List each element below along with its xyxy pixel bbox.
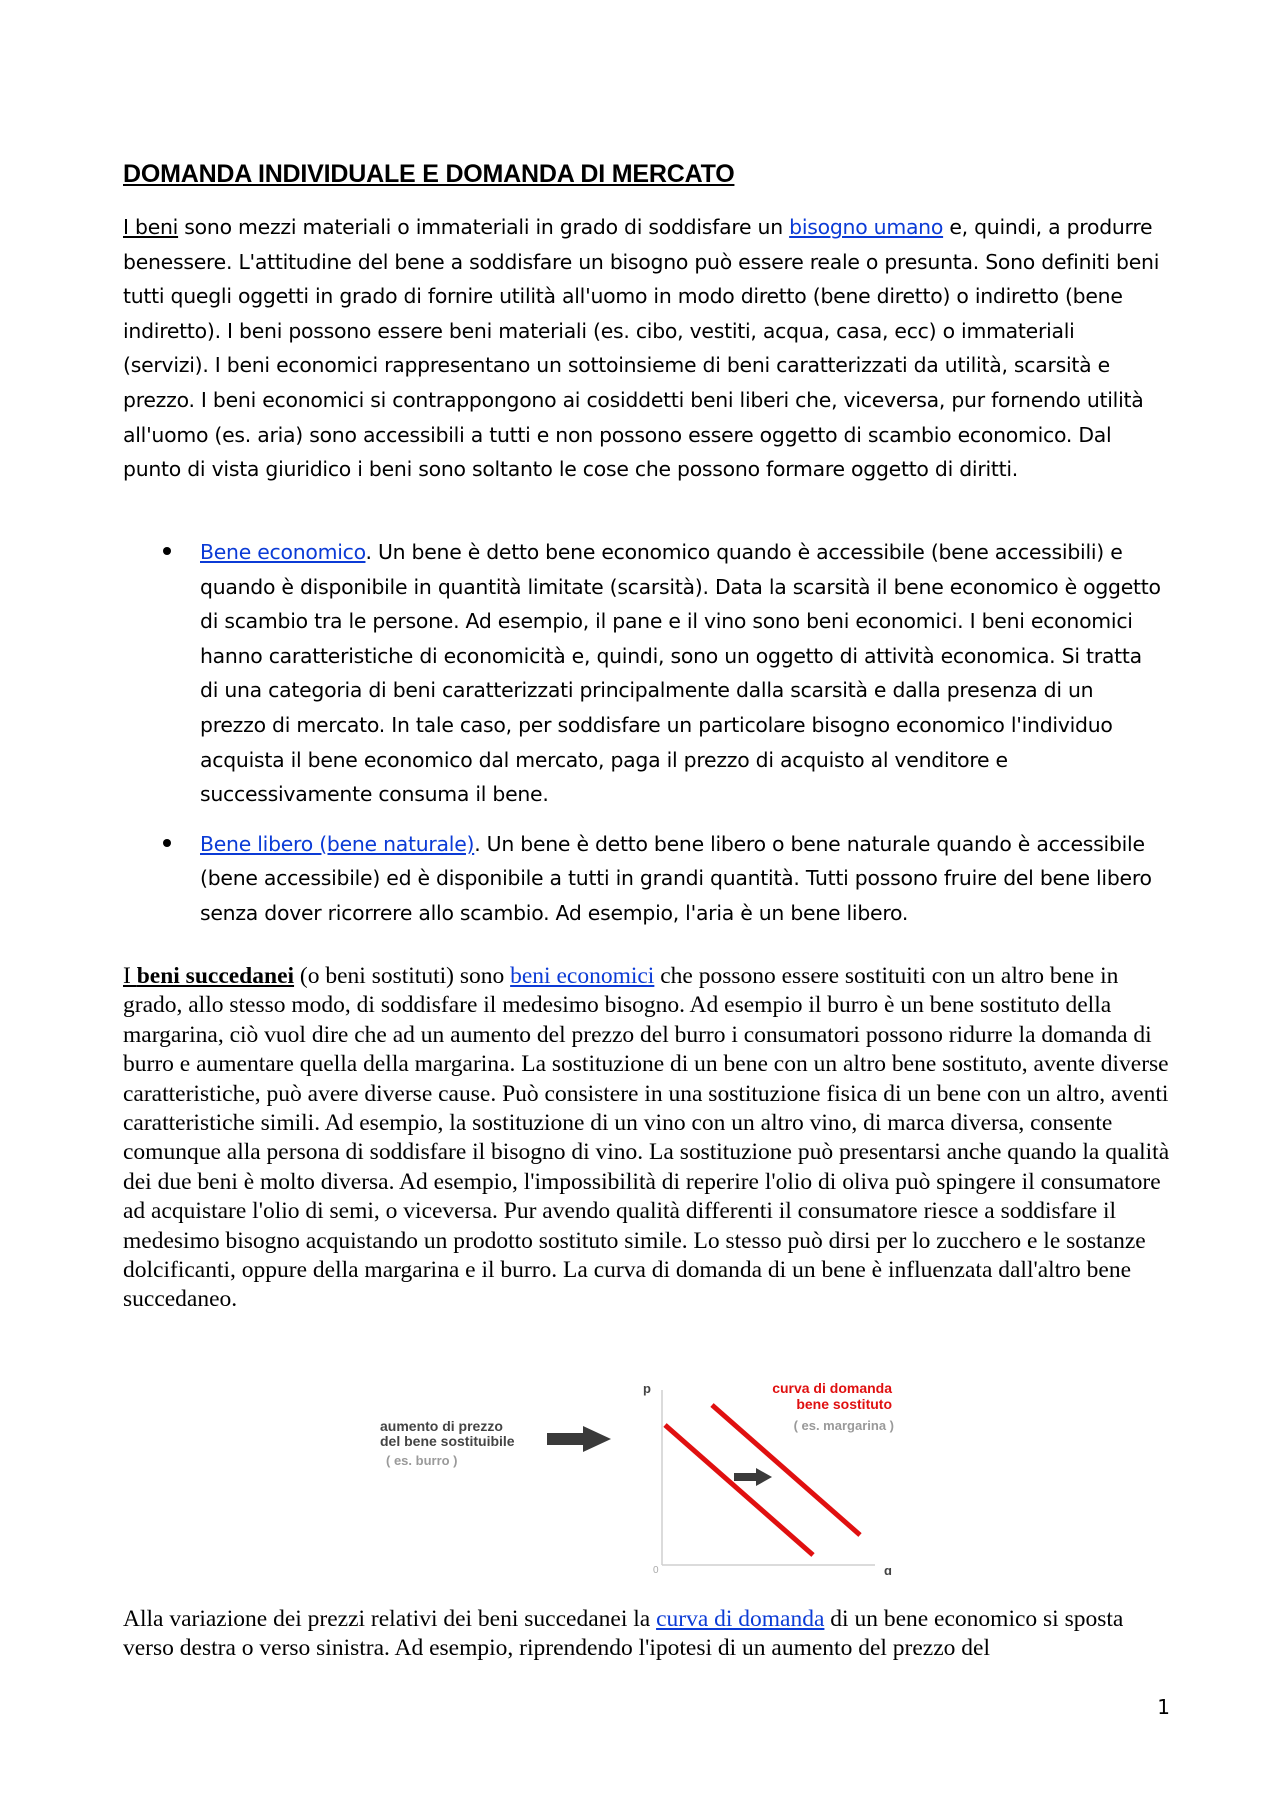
left-example: ( es. burro ) xyxy=(386,1453,458,1468)
list-item xyxy=(123,827,1163,931)
demand-curve-original xyxy=(665,1425,813,1555)
bullet-text: . Un bene è detto bene libero o bene naturale quando è accessibile (bene accessibile) ed è disponibile a tutti in grandi quantità. Tutti possono fruire del bene libero senza dover ricorrere allo scambio. Ad esempio, l'aria è un bene libero. xyxy=(200,831,1152,925)
left-label-2: del bene sostituibile xyxy=(380,1433,515,1449)
curve-label-2: bene sostituto xyxy=(796,1396,892,1412)
axis-p-label: p xyxy=(643,1381,651,1396)
axis-q-label: q xyxy=(884,1563,892,1575)
succedanei-text-1: (o beni sostituti) sono xyxy=(294,963,511,989)
link-beni-economici[interactable]: beni economici xyxy=(510,963,655,989)
succedanei-lead-bold: beni succedanei xyxy=(136,963,295,989)
bullet-icon xyxy=(163,547,171,555)
bullet-icon xyxy=(163,839,171,847)
final-text-2: di un bene economico si sposta verso destra o verso sinistra. Ad esempio, riprendendo l'ipotesi di un aumento del prezzo del xyxy=(123,1606,1124,1662)
demand-shift-figure xyxy=(370,1375,950,1575)
succedanei-lead-plain: I xyxy=(123,963,137,989)
intro-paragraph xyxy=(123,210,1163,487)
final-text-1: Alla variazione dei prezzi relativi dei beni succedanei la xyxy=(123,1606,657,1632)
big-right-arrow-icon xyxy=(547,1426,611,1452)
final-paragraph xyxy=(123,1605,1173,1664)
succedanei-text-2: che possono essere sostituiti con un altro bene in grado, allo stesso modo, di soddisfare il medesimo bisogno. Ad esempio il burro è un bene sostituto della margarina, ciò vuol dire che ad un aumento del prezzo del burro i consumatori possono ridurre la domanda di burro e aumentare quella della margarina. La sostituzione di un bene con un altro bene sostituto, avente diverse caratteristiche, può avere diverse cause. Può consistere in una sostituzione fisica di un bene con un altro, aventi caratteristiche simili. Ad esempio, la sostituzione di un vino con un altro vino, di marca diversa, consente comunque alla persona di soddisfare il bisogno di vino. La sostituzione può presentarsi anche quando la qualità dei due beni è molto diversa. Ad esempio, l'impossibilità di reperire l'olio di oliva può spingere il consumatore ad acquistare l'olio di semi, o viceversa. Pur avendo qualità differenti il consumatore riesce a soddisfare il medesimo bisogno acquistando un prodotto sostituto simile. Lo stesso può dirsi per lo zucchero e le sostanze dolcificanti, oppure della margarina e il burro. La curva di domanda di un bene è influenzata dall'altro bene succedaneo. xyxy=(123,963,1170,1313)
link-curva-di-domanda[interactable]: curva di domanda xyxy=(656,1606,825,1632)
small-right-arrow-icon xyxy=(734,1468,772,1486)
bullet-list xyxy=(123,535,1163,946)
intro-text-2: e, quindi, a produrre benessere. L'attitudine del bene a soddisfare un bisogno può essere reale o presunta. Sono definiti beni tutti quegli oggetti in grado di fornire utilità all'uomo in modo diretto (bene diretto) o indiretto (bene indiretto). I beni possono essere beni materiali (es. cibo, vestiti, acqua, casa, ecc) o immateriali (servizi). I beni economici rappresentano un sottoinsieme di beni caratterizzati da utilità, scarsità e prezzo. I beni economici si contrappongono ai cosiddetti beni liberi che, viceversa, pur fornendo utilità all'uomo (es. aria) sono accessibili a tutti e non possono essere oggetto di scambio economico. Dal punto di vista giuridico i beni sono soltanto le cose che possono formare oggetto di diritti. xyxy=(123,215,1160,482)
curve-example: ( es. margarina ) xyxy=(793,1418,894,1433)
figure-svg xyxy=(370,1375,950,1575)
intro-lead: I beni xyxy=(123,215,179,239)
left-label-1: aumento di prezzo xyxy=(380,1418,503,1434)
link-bisogno-umano[interactable]: bisogno umano xyxy=(789,215,944,239)
link-bene-libero[interactable]: Bene libero (bene naturale) xyxy=(200,831,475,856)
intro-text-1: sono mezzi materiali o immateriali in grado di soddisfare un xyxy=(178,215,790,239)
page-number: 1 xyxy=(1157,1695,1170,1719)
origin-label: 0 xyxy=(653,1565,659,1575)
bullet-text: . Un bene è detto bene economico quando è accessibile (bene accessibili) e quando è disponibile in quantità limitate (scarsità). Data la scarsità il bene economico è oggetto di scambio tra le persone. Ad esempio, il pane e il vino sono beni economici. I beni economici hanno caratteristiche di economicità e, quindi, sono un oggetto di attività economica. Si tratta di una categoria di beni caratterizzati principalmente dalla scarsità e dalla presenza di un prezzo di mercato. In tale caso, per soddisfare un particolare bisogno economico l'individuo acquista il bene economico dal mercato, paga il prezzo di acquisto al venditore e successivamente consuma il bene. xyxy=(200,540,1161,807)
page-title: DOMANDA INDIVIDUALE E DOMANDA DI MERCATO xyxy=(123,160,735,188)
list-item xyxy=(123,535,1163,812)
link-bene-economico[interactable]: Bene economico xyxy=(200,540,366,564)
curve-label-1: curva di domanda xyxy=(772,1380,892,1396)
succedanei-paragraph xyxy=(123,962,1173,1315)
